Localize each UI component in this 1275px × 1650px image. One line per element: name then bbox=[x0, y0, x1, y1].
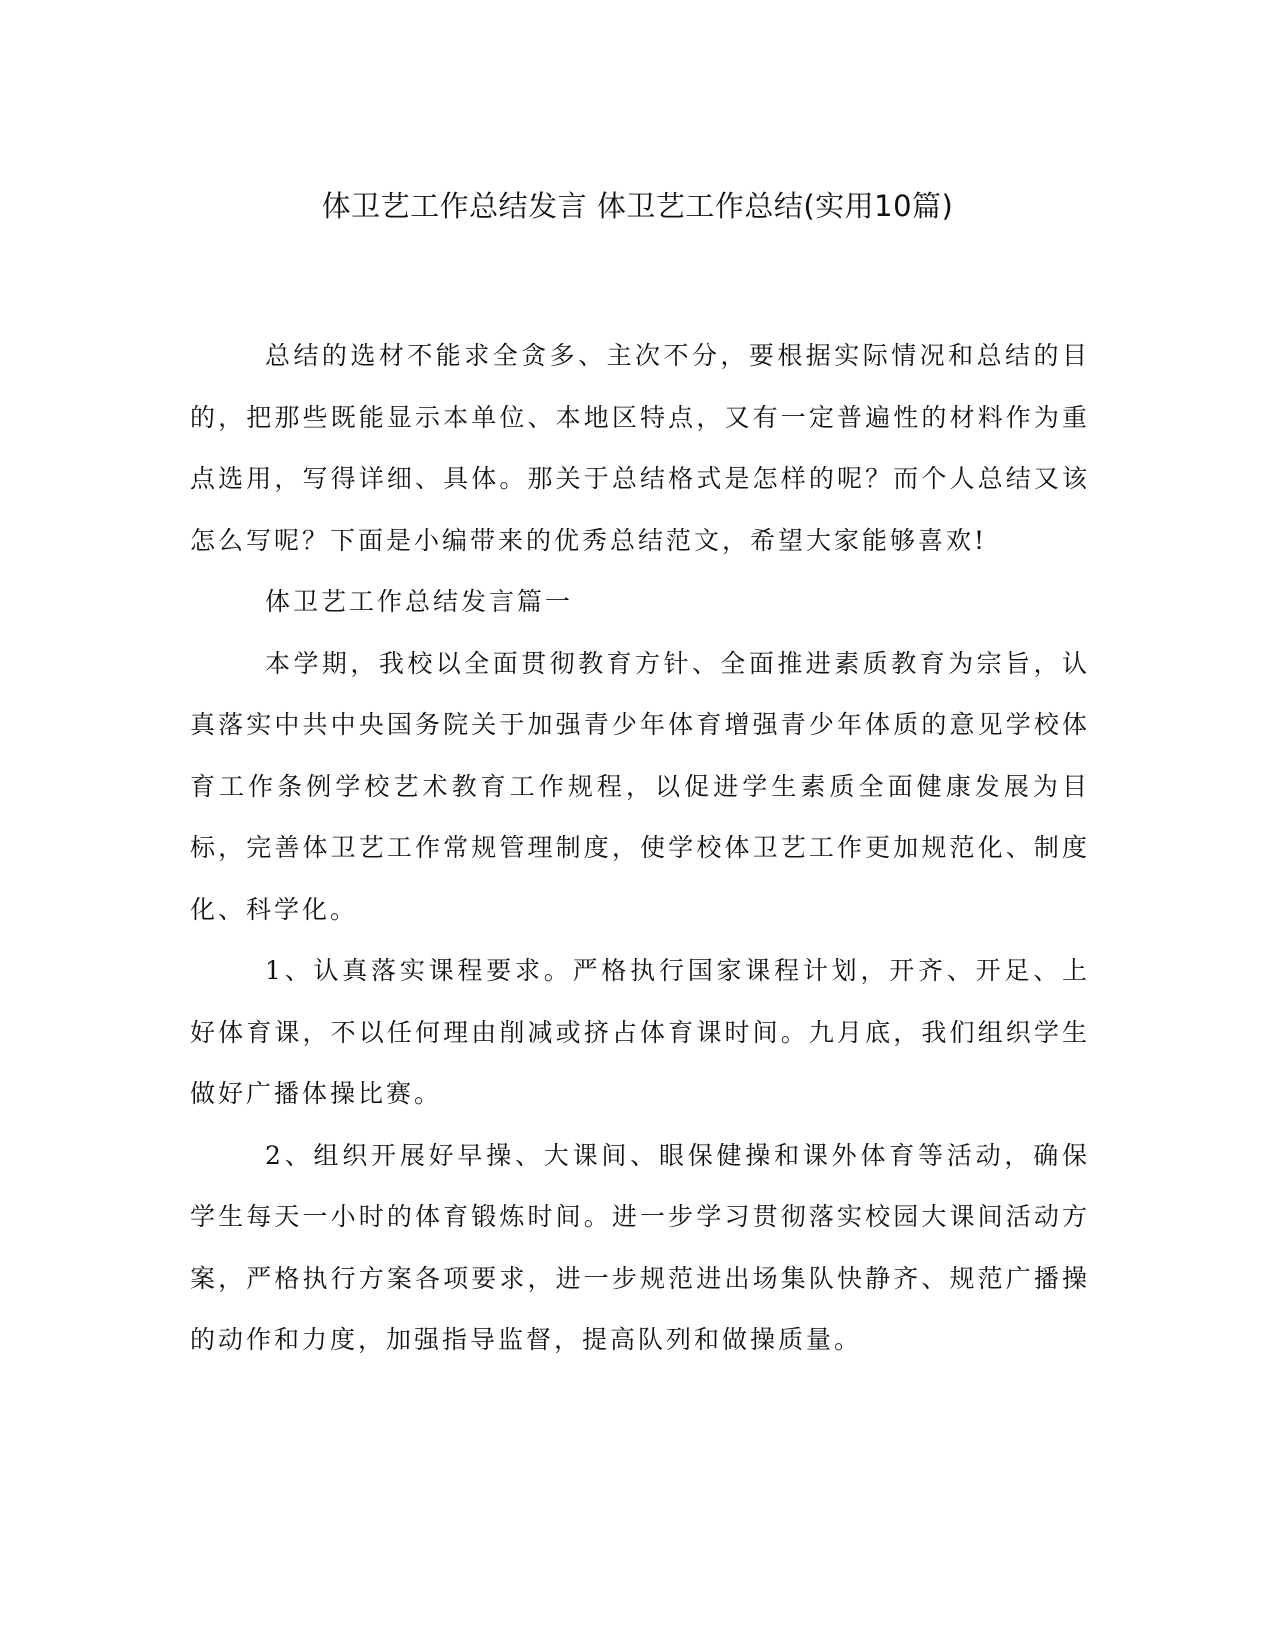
document-body bbox=[190, 325, 1090, 1371]
section-heading: 体卫艺工作总结发言篇一 bbox=[265, 587, 574, 616]
body-paragraph: 本学期，我校以全面贯彻教育方针、全面推进素质教育为宗旨，认真落实中共中央国务院关于加强青少年体育增强青少年体质的意见学校体育工作条例学校艺术教育工作规程，以促进学生素质全面健康发展为目标，完善体卫艺工作常规管理制度，使学校体卫艺工作更加规范化、制度化、科学化。 bbox=[190, 648, 1090, 924]
list-item-2: 2、组织开展好早操、大课间、眼保健操和课外体育等活动，确保学生每天一小时的体育锻炼时间。进一步学习贯彻落实校园大课间活动方案，严格执行方案各项要求，进一步规范进出场集队快静齐、规范广播操的动作和力度，加强指导监督，提高队列和做操质量。 bbox=[190, 1140, 1090, 1354]
list-item-1: 1、认真落实课程要求。严格执行国家课程计划，开齐、开足、上好体育课，不以任何理由削减或挤占体育课时间。九月底，我们组织学生做好广播体操比赛。 bbox=[190, 956, 1090, 1108]
document-title: 体卫艺工作总结发言 体卫艺工作总结(实用10篇) bbox=[321, 189, 954, 223]
intro-paragraph: 总结的选材不能求全贪多、主次不分，要根据实际情况和总结的目的，把那些既能显示本单位、本地区特点，又有一定普遍性的材料作为重点选用，写得详细、具体。那关于总结格式是怎样的呢？而个人总结又该怎么写呢？下面是小编带来的优秀总结范文，希望大家能够喜欢! bbox=[190, 341, 1090, 555]
